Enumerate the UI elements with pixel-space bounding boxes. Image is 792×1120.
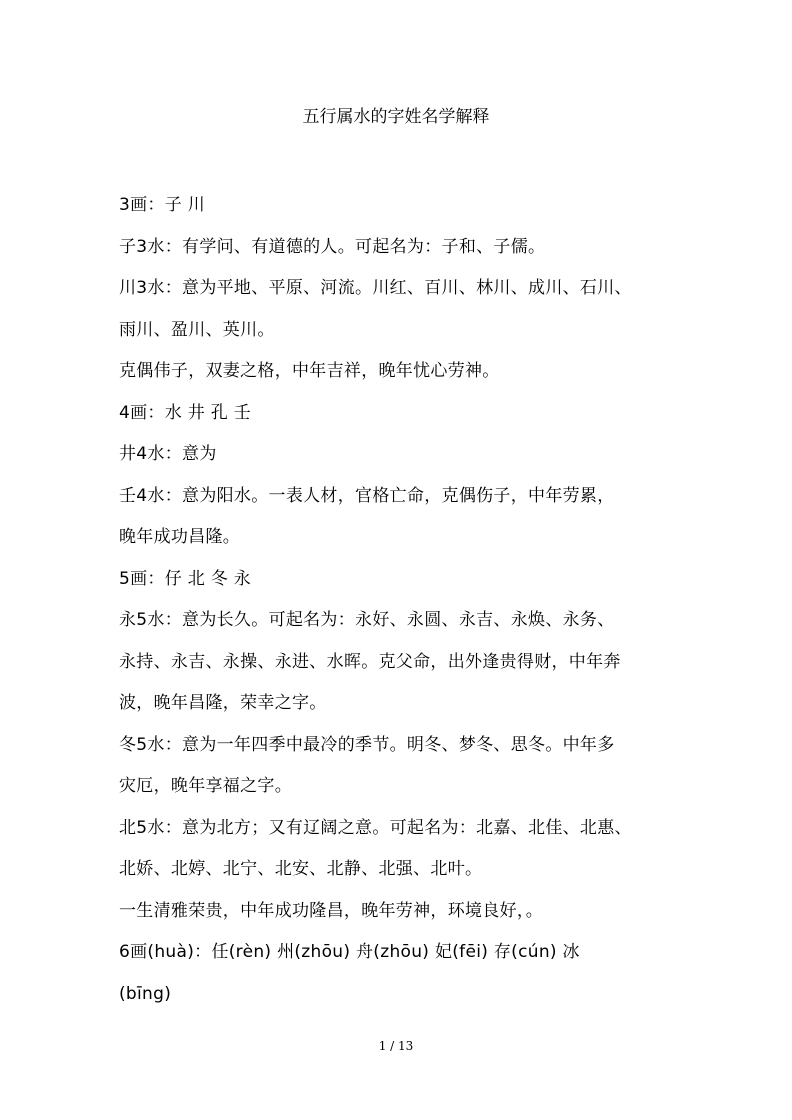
entry-line: 一生清雅荣贵，中年成功隆昌，晚年劳神，环境良好，。 — [119, 900, 543, 921]
page-number: 1 / 13 — [378, 1039, 414, 1053]
entry-line: (bīng) — [119, 983, 172, 1004]
entry-line: 井4水：意为 — [119, 444, 217, 464]
document-title: 五行属水的字姓名学解释 — [302, 107, 490, 127]
entry-line: 北5水：意为北方；又有辽阔之意。可起名为：北嘉、北佳、北惠、 — [119, 817, 632, 838]
document-body — [119, 185, 679, 1015]
stroke-heading-6: 6画(huà)：任(rèn) 州(zhōu) 舟(zhōu) 妃(fēi) 存(cún) 冰 — [119, 942, 580, 962]
entry-line: 雨川、盈川、英川。 — [119, 319, 275, 340]
entry-line: 北娇、北婷、北宁、北安、北静、北强、北叶。 — [119, 859, 483, 879]
entry-line: 子3水：有学问、有道德的人。可起名为：子和、子儒。 — [119, 236, 546, 257]
entry-line: 川3水：意为平地、平原、河流。川红、百川、林川、成川、石川、 — [119, 278, 632, 298]
entry-line: 永持、永吉、永操、永进、水晖。克父命，出外逢贵得财，中年奔 — [119, 651, 621, 672]
entry-line: 克偶伟子，双妻之格，中年吉祥，晚年忧心劳神。 — [119, 361, 500, 381]
entry-line: 壬4水：意为阳水。一表人材，官格亡命，克偶伤子，中年劳累， — [119, 485, 615, 506]
entry-line: 波，晚年昌隆，荣幸之字。 — [119, 693, 327, 713]
stroke-heading-5: 5画：仔 北 冬 永 — [119, 568, 252, 589]
entry-line: 永5水：意为长久。可起名为：永好、永圆、永吉、永焕、永务、 — [119, 610, 615, 630]
stroke-heading-3: 3画：子 川 — [119, 195, 206, 215]
entry-line: 晚年成功昌隆。 — [119, 527, 241, 547]
entry-line: 冬5水：意为一年四季中最冷的季节。明冬、梦冬、思冬。中年多 — [119, 734, 615, 755]
entry-line: 灾厄，晚年享福之字。 — [119, 776, 292, 796]
stroke-heading-4: 4画：水 井 孔 壬 — [119, 402, 252, 423]
